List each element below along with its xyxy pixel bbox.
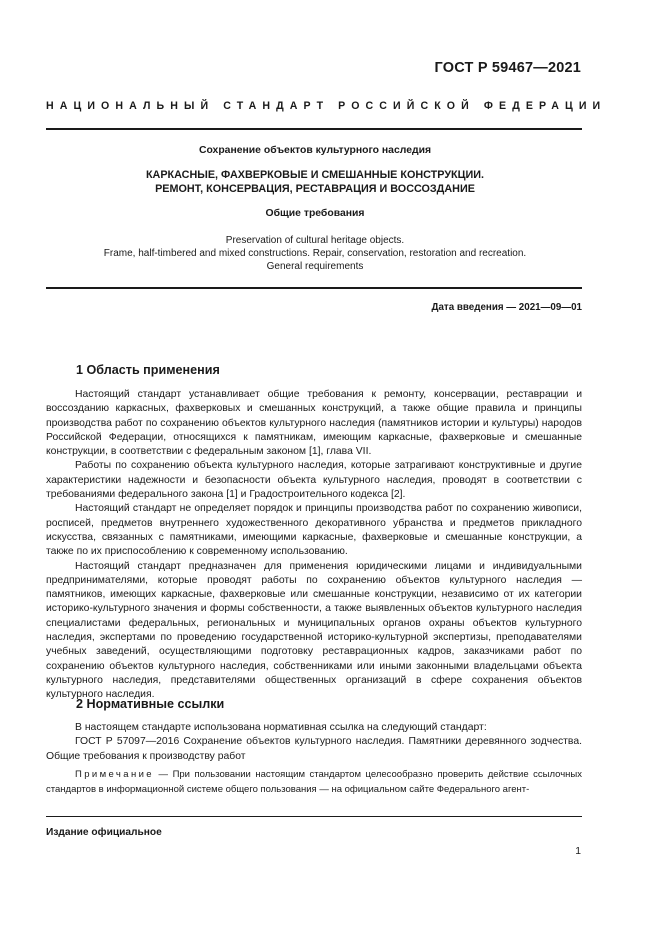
section-2-heading: 2 Нормативные ссылки <box>76 697 225 711</box>
section-1-paragraph-4: Настоящий стандарт предназначен для применения юридическими лицами и индивидуальными предпринимателями, которые проводят работы по сохранению объектов культурного наследия — памятников, имеющих каркасные, фахверковые или смешанные конструкции, независимо от их категории историко-культурного значения и формы собственности, а также выявленных объектов культурного наследия специалистами федеральных, региональных и муниципальных органов охраны объектов культурного наследия, экспертами по проведению государственной историко-культурной экспертизы, преподавателями учебных заведений, осуществляющими подготовку реставрационных кадров, заказчиками работ по сохранению объектов культурного наследия, собственниками или иными законными владельцами объекта культурного наследия, представителями общественных организаций в сфере сохранения объектов культурного наследия. <box>46 560 582 701</box>
english-title <box>46 234 584 273</box>
section-1-paragraph-1: Настоящий стандарт устанавливает общие требования к ремонту, консервации, реставрации и воссозданию каркасных, фахверковых и смешанных конструкций, а также общие правила и принципы производства работ по сохранению объектов культурного наследия (памятников истории и культуры) народов Российской Федерации, относящихся к памятникам, имеющим каркасные, фахверковые и смешанные конструкции, в соответствии с федеральным законом [1], глава VII. <box>46 389 582 458</box>
divider-bottom <box>46 816 582 817</box>
section-1-paragraph-2: Работы по сохранению объекта культурного наследия, которые затрагивают конструктивные и другие характеристики надежности и безопасности объекта культурного наследия, проводят в соответствии с требованиями федерального закона [1] и Градостроительного кодекса [2]. <box>46 460 582 501</box>
english-title-line-3: General requirements <box>266 261 364 272</box>
section-1-paragraph-3: Настоящий стандарт не определяет порядок и принципы производства работ по сохранению живописи, росписей, предметов внутреннего художественного декоративного убранства и предметов прикладного искусства, связанных с памятниками, имеющими каркасные, фахверковые и смешанные конструкции, а также по их приспособлению к современному использованию. <box>46 503 582 558</box>
note-text: — При пользовании настоящим стандартом целесообразно проверить действие ссылочных стандартов в информационной системе общего пользования — на официальном сайте Федерального агент- <box>46 769 582 795</box>
section-2-body <box>46 721 582 764</box>
section-2-reference: ГОСТ Р 57097—2016 Сохранение объектов культурного наследия. Памятники деревянного зодчества. Общие требования к производству работ <box>46 736 582 762</box>
note-label: Примечание <box>75 769 154 780</box>
english-title-line-1: Preservation of cultural heritage objects. <box>225 235 405 246</box>
section-2-note <box>46 768 582 797</box>
main-title <box>46 168 584 196</box>
divider-top <box>46 128 582 130</box>
edition-label: Издание официальное <box>46 827 162 838</box>
section-1-heading: 1 Область применения <box>76 363 220 377</box>
general-requirements-title: Общие требования <box>265 208 365 219</box>
subject-title: Сохранение объектов культурного наследия <box>198 145 432 156</box>
main-title-line-1: КАРКАСНЫЕ, ФАХВЕРКОВЫЕ И СМЕШАННЫЕ КОНСТРУКЦИИ. <box>145 169 485 181</box>
gost-number: ГОСТ Р 59467—2021 <box>434 60 581 76</box>
main-title-line-2: РЕМОНТ, КОНСЕРВАЦИЯ, РЕСТАВРАЦИЯ И ВОССОЗДАНИЕ <box>155 183 475 195</box>
national-standard-banner: НАЦИОНАЛЬНЫЙ СТАНДАРТ РОССИЙСКОЙ ФЕДЕРАЦИИ <box>46 100 607 112</box>
english-title-line-2: Frame, half-timbered and mixed constructions. Repair, conservation, restoration and recreation. <box>103 248 527 259</box>
page-number: 1 <box>575 846 581 857</box>
introduction-date: Дата введения — 2021—09—01 <box>431 302 582 313</box>
divider-middle <box>46 287 582 289</box>
section-2-paragraph-1: В настоящем стандарте использована нормативная ссылка на следующий стандарт: <box>75 722 487 733</box>
section-1-body <box>46 388 582 703</box>
